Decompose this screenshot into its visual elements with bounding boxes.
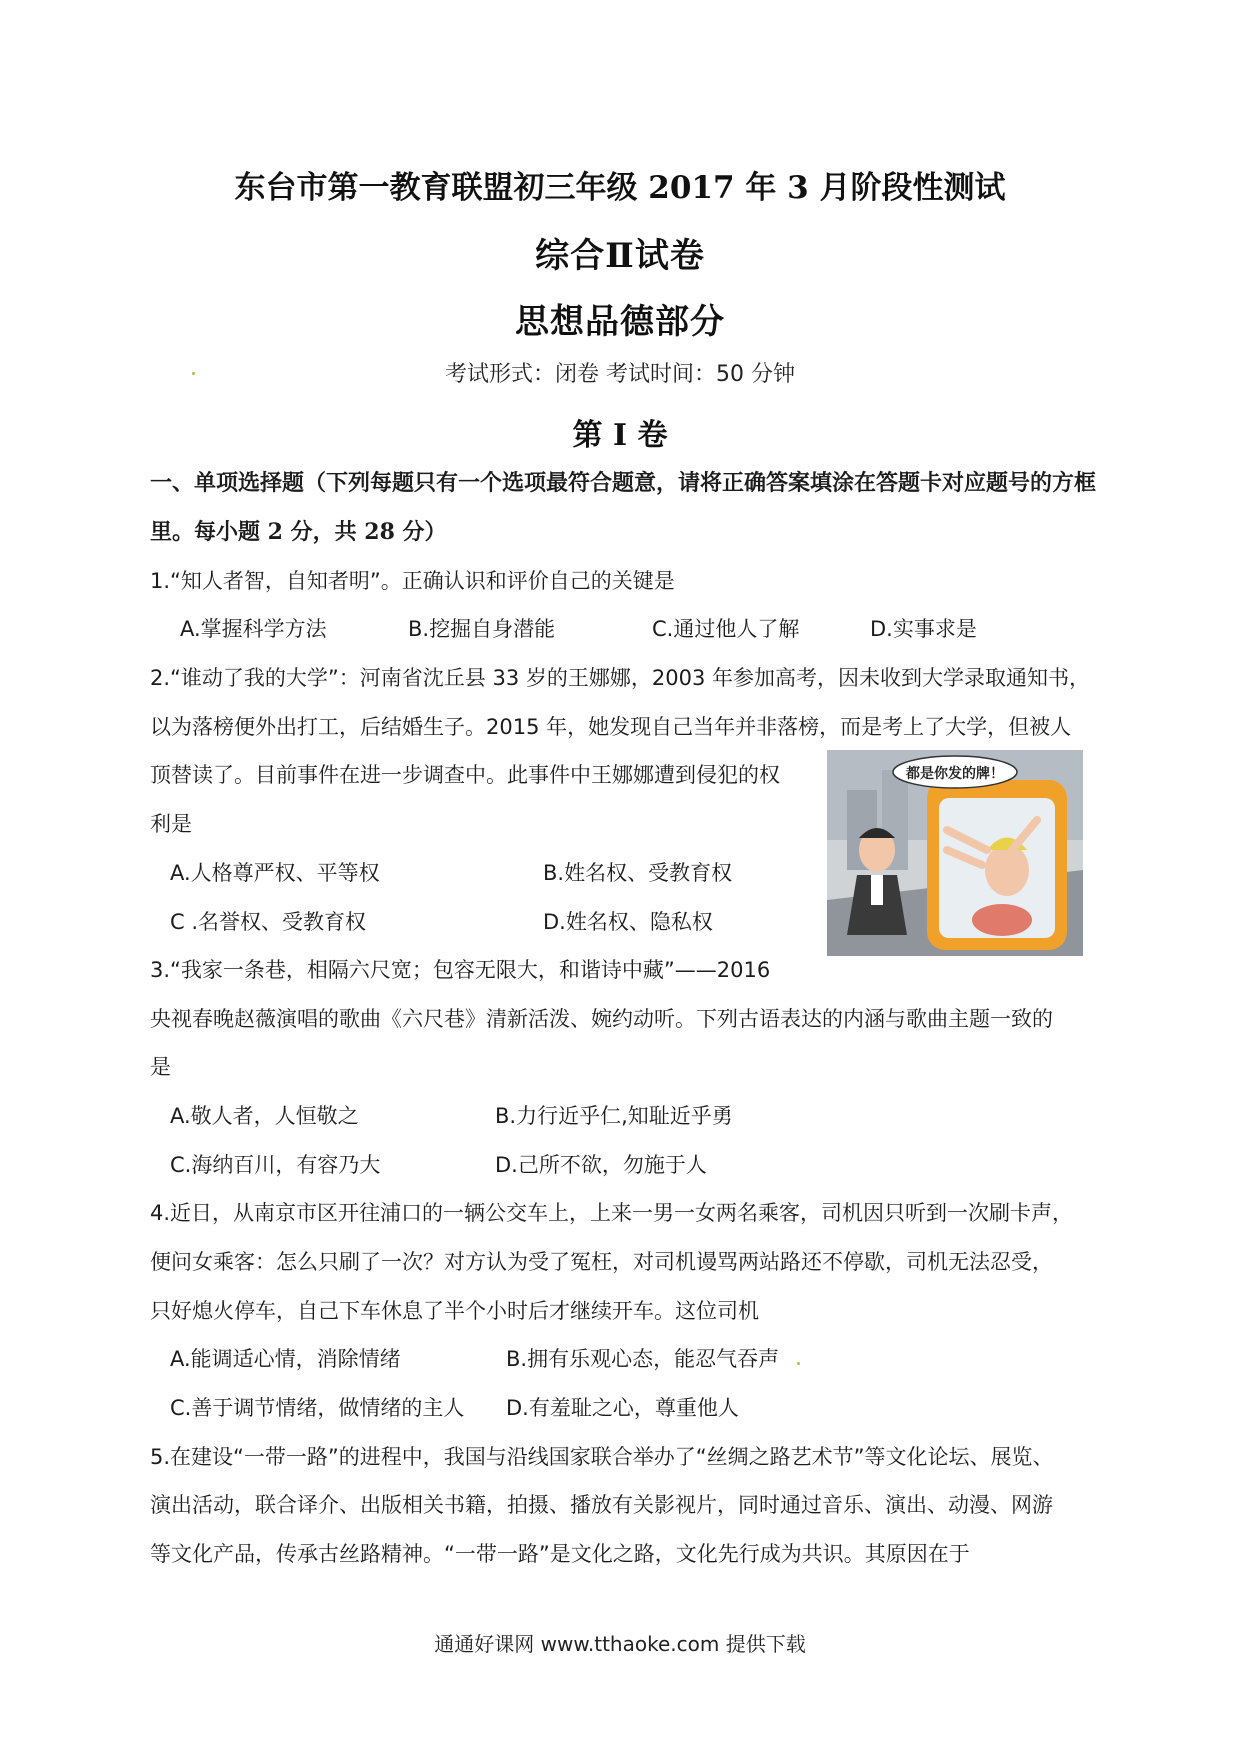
q4-option-a: A.能调适心情，消除情绪 — [170, 1347, 401, 1371]
question-2-stem: 以为落榜便外出打工，后结婚生子。2015 年，她发现自己当年并非落榜，而是考上了大学，但被人 — [150, 715, 1072, 739]
section-title: 思想品德部分 — [515, 302, 725, 342]
q1-option-b: B.挖掘自身潜能 — [408, 617, 556, 641]
question-4-stem: 4.近日，从南京市区开往浦口的一辆公交车上，上来一男一女两名乘客，司机因只听到一次刷卡声， — [150, 1201, 1074, 1225]
q4-option-d: D.有羞耻之心，尊重他人 — [506, 1396, 739, 1420]
question-3-stem: 央视春晚赵薇演唱的歌曲《六尺巷》清新活泼、婉约动听。下列古语表达的内涵与歌曲主题一致的 — [150, 1007, 1053, 1031]
speck-mark — [797, 1362, 800, 1365]
q2-option-d: D.姓名权、隐私权 — [543, 910, 713, 934]
q1-option-a: A.掌握科学方法 — [180, 617, 327, 641]
question-3-stem: 3.“我家一条巷，相隔六尺宽；包容无限大，和谐诗中藏”——2016 — [150, 958, 771, 982]
question-5-stem: 5.在建设“一带一路”的进程中，我国与沿线国家联合举办了“丝绸之路艺术节”等文化论坛、展览、 — [150, 1445, 1054, 1469]
q3-option-a: A.敬人者，人恒敬之 — [170, 1104, 359, 1128]
q2-option-c: C .名誉权、受教育权 — [170, 910, 367, 934]
speck-mark — [192, 372, 195, 375]
question-3-stem: 是 — [150, 1055, 171, 1079]
cartoon-illustration — [827, 750, 1083, 956]
question-4-stem: 便问女乘客：怎么只刷了一次？对方认为受了冤枉，对司机谩骂两站路还不停歇，司机无法忍受， — [150, 1250, 1053, 1274]
q3-option-d: D.己所不欲，勿施于人 — [495, 1153, 707, 1177]
question-1-stem: 1.“知人者智，自知者明”。正确认识和评价自己的关键是 — [150, 569, 675, 593]
q2-option-a: A.人格尊严权、平等权 — [170, 861, 380, 885]
page-footer: 通通好课网 www.tthaoke.com 提供下载 — [434, 1632, 806, 1656]
q3-option-c: C.海纳百川，有容乃大 — [170, 1153, 381, 1177]
cartoon-speech-bubble: 都是你发的牌！ — [906, 766, 1004, 782]
instructions-line: 里。每小题 2 分，共 28 分） — [150, 519, 447, 545]
question-2-stem: 顶替读了。目前事件在进一步调查中。此事件中王娜娜遭到侵犯的权 — [150, 763, 780, 787]
question-4-stem: 只好熄火停车，自己下车休息了半个小时后才继续开车。这位司机 — [150, 1299, 759, 1323]
q4-option-b: B.拥有乐观心态，能忍气吞声 — [506, 1347, 780, 1371]
q1-option-d: D.实事求是 — [870, 617, 977, 641]
instructions-line: 一、单项选择题（下列每题只有一个选项最符合题意，请将正确答案填涂在答题卡对应题号的方框 — [150, 470, 1097, 496]
question-5-stem: 演出活动，联合译介、出版相关书籍，拍摄、播放有关影视片，同时通过音乐、演出、动漫、网游 — [150, 1493, 1053, 1517]
question-2-stem: 2.“谁动了我的大学”：河南省沈丘县 33 岁的王娜娜，2003 年参加高考，因未收到大学录取通知书， — [150, 666, 1090, 690]
volume-title: 第 I 卷 — [572, 418, 668, 453]
q3-option-b: B.力行近乎仁,知耻近乎勇 — [495, 1104, 733, 1128]
exam-subtitle: 综合Ⅱ试卷 — [535, 236, 705, 276]
q1-option-c: C.通过他人了解 — [652, 617, 800, 641]
exam-info: 考试形式：闭卷 考试时间：50 分钟 — [445, 362, 795, 387]
q4-option-c: C.善于调节情绪，做情绪的主人 — [170, 1396, 465, 1420]
question-5-stem: 等文化产品，传承古丝路精神。“一带一路”是文化之路，文化先行成为共识。其原因在于 — [150, 1542, 970, 1566]
question-2-stem: 利是 — [150, 812, 192, 836]
exam-title: 东台市第一教育联盟初三年级 2017 年 3 月阶段性测试 — [234, 170, 1006, 206]
q2-option-b: B.姓名权、受教育权 — [543, 861, 733, 885]
